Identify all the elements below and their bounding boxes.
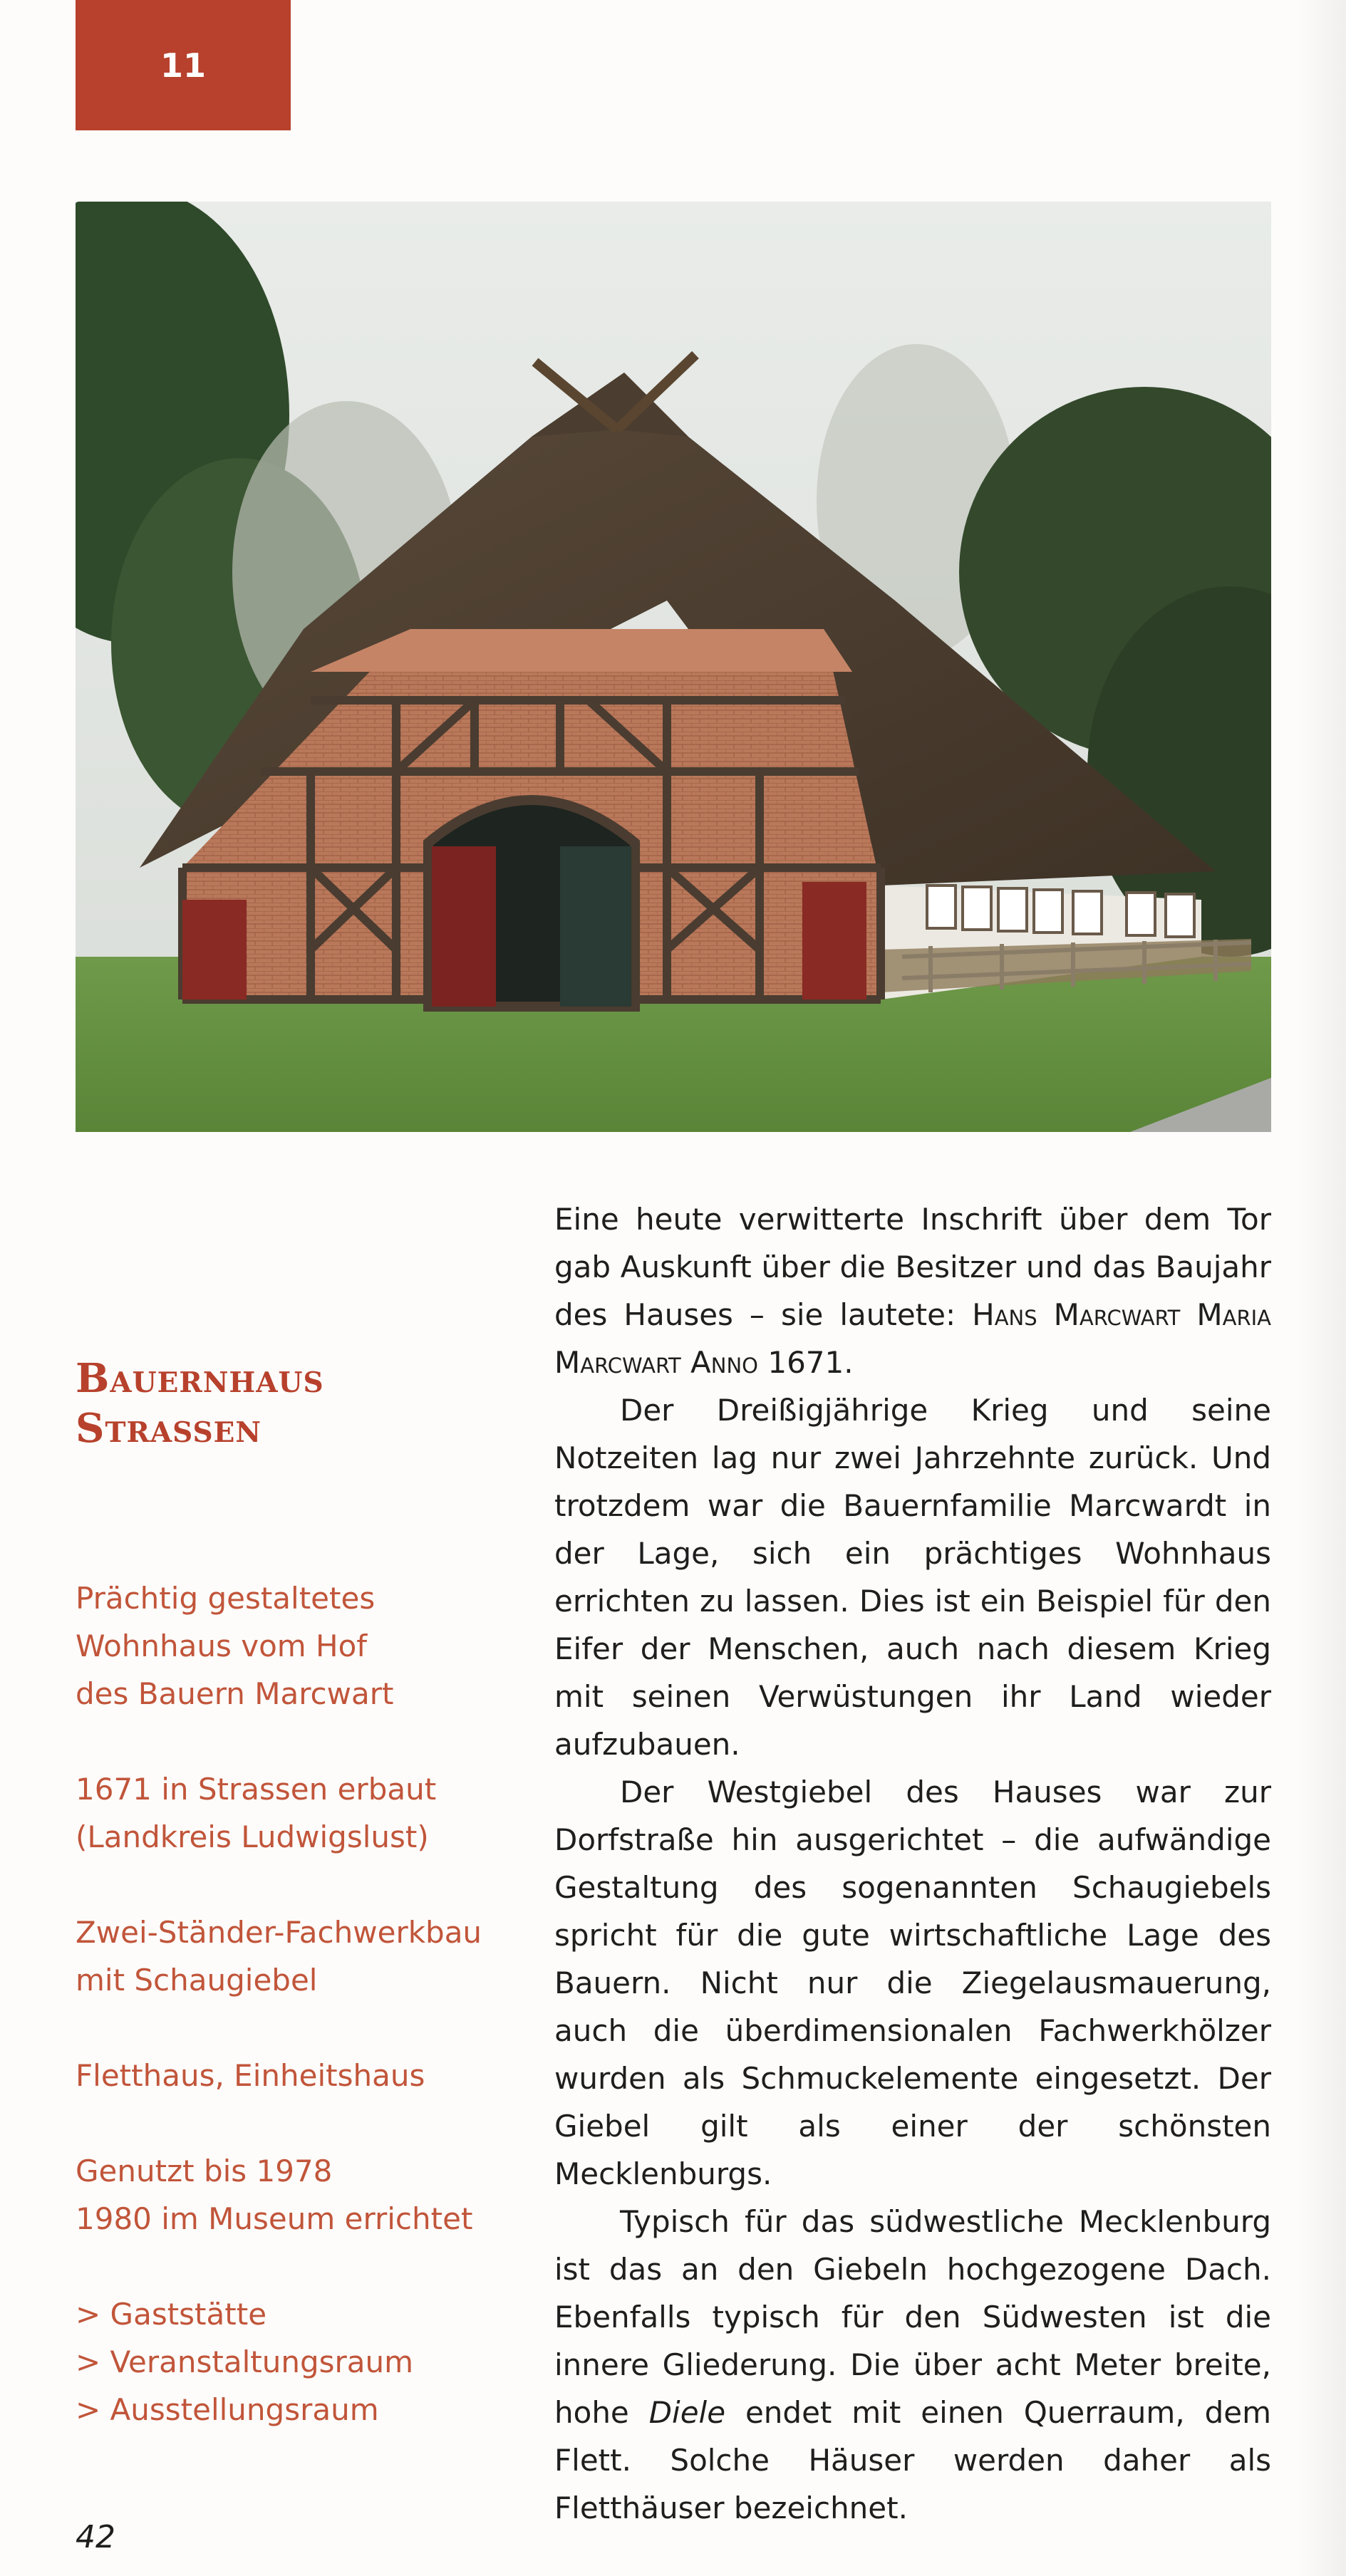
use-item: > Gaststätte (76, 2297, 267, 2332)
fact-description (76, 1574, 539, 1718)
facts-sidebar (76, 1574, 539, 2481)
fact-line: Fletthaus, Einheitshaus (76, 2058, 425, 2093)
fact-line: des Bauern Marcwart (76, 1676, 394, 1711)
use-item: > Veranstaltungsraum (76, 2344, 414, 2379)
fact-line: Prächtig gestaltetes (76, 1581, 376, 1616)
fact-uses (76, 2290, 539, 2434)
chapter-number: 11 (160, 46, 206, 85)
fact-line: (Landkreis Ludwigslust) (76, 1819, 429, 1854)
fact-house-type (76, 2052, 539, 2099)
paragraph-4-emphasis: Diele (648, 2395, 726, 2430)
paragraph-4-text-b: endet mit einen Querraum, dem Flett. Solche Häuser werden daher als Fletthäuser bezeichnet. (554, 2395, 1271, 2525)
paragraph-1 (554, 1195, 1271, 1386)
page-title (76, 1354, 539, 1453)
article-body (554, 1195, 1271, 2532)
fact-line: mit Schaugiebel (76, 1963, 318, 1998)
fact-construction (76, 1908, 539, 2004)
fact-line: 1980 im Museum errichtet (76, 2201, 473, 2236)
page-edge-shade (1296, 0, 1346, 2576)
fact-line: Genutzt bis 1978 (76, 2154, 333, 2188)
inscription-text: Hans Marcwart Maria Marcwart Anno (554, 1297, 1271, 1380)
barn-door (428, 800, 635, 1007)
use-item: > Ausstellungsraum (76, 2392, 379, 2427)
fact-history (76, 2147, 539, 2243)
farmhouse-photo (76, 202, 1271, 1132)
fact-line: 1671 in Strassen erbaut (76, 1772, 437, 1807)
paragraph-4 (554, 2198, 1271, 2532)
title-line-1: Bauernhaus (76, 1355, 324, 1402)
paragraph-1-text: Eine heute verwitterte Inschrift über dem Tor gab Auskunft über die Besitzer und das Baujahr des Hauses – sie lautete: (554, 1202, 1271, 1332)
paragraph-2: Der Dreißigjährige Krieg und seine Notzeiten lag nur zwei Jahrzehnte zurück. Und trotzdem war die Bauernfamilie Marcwardt in der Lage, sich ein prächtiges Wohnhaus errichten zu lassen. Dies ist ein Beispiel für den Eifer der Menschen, auch nach diesem Krieg mit seinen Verwüstungen ihr Land wieder aufzubauen. (554, 1393, 1271, 1762)
paragraph-4-text-a: Typisch für das südwestliche Mecklenburg ist das an den Giebeln hochgezogene Dach. Ebenfalls typisch für den Südwesten ist die innere Gliederung. Die über acht Meter breite, hohe (554, 2204, 1271, 2430)
farmhouse-illustration (76, 202, 1271, 1132)
fact-line: Wohnhaus vom Hof (76, 1629, 368, 1663)
chapter-number-badge (76, 0, 291, 130)
fact-built (76, 1765, 539, 1861)
title-line-2: Strassen (76, 1405, 262, 1452)
fact-line: Zwei-Ständer-Fachwerkbau (76, 1915, 482, 1950)
paragraph-3: Der Westgiebel des Hauses war zur Dorfstraße hin ausgerichtet – die aufwändige Gestaltung des sogenannten Schaugiebels spricht für die gute wirtschaftliche Lage des Bauern. Nicht nur die Ziegelausmauerung, auch die überdimensionalen Fachwerkhölzer wurden als Schmuckelemente eingesetzt. Der Giebel gilt als einer der schönsten Mecklenburgs. (554, 1775, 1271, 2191)
page-number: 42 (76, 2519, 115, 2555)
inscription-year: 1671. (758, 1345, 854, 1380)
